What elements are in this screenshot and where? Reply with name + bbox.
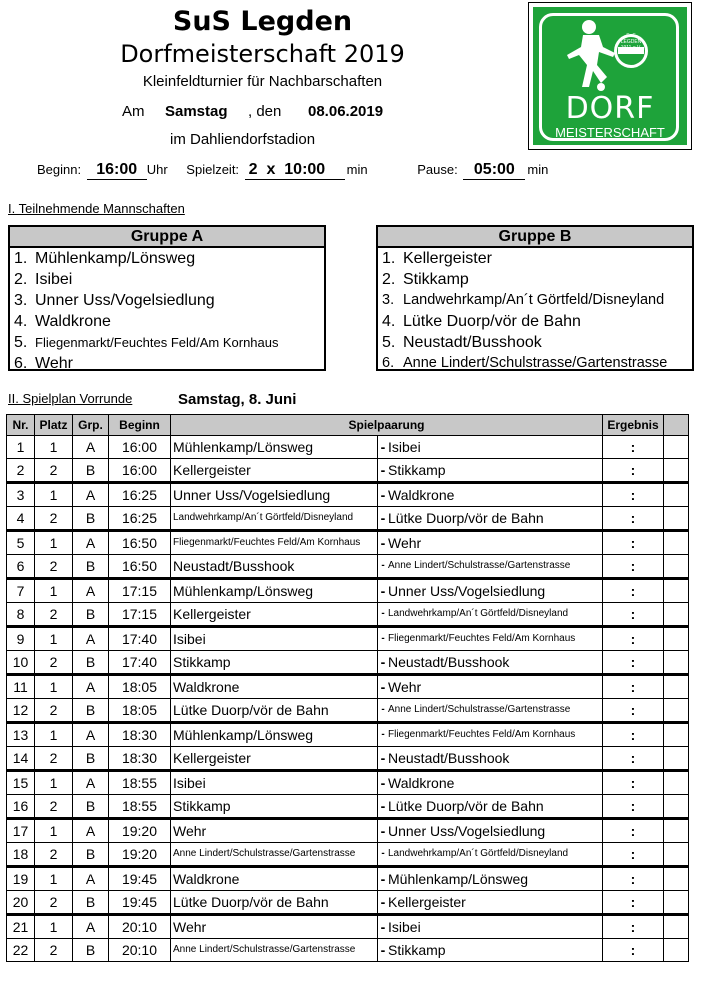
cell-nr: 1 [7,436,35,459]
group-b-team: 1. Kellergeister [382,250,492,267]
cell-home-team: Fliegenmarkt/Feuchtes Feld/Am Kornhaus [171,531,378,555]
cell-extra [664,723,689,747]
cell-beginn: 17:40 [109,651,171,675]
cell-nr: 10 [7,651,35,675]
cell-away-team [378,531,603,555]
cell-away-team [378,699,603,723]
cell-platz: 1 [35,723,73,747]
cell-result[interactable]: : [603,939,664,962]
cell-home-team: Mühlenkamp/Lönsweg [171,579,378,603]
cell-beginn: 19:45 [109,867,171,891]
group-b-team: 2. Stikkamp [382,271,469,288]
cell-extra [664,867,689,891]
cell-grp: A [73,531,109,555]
cell-grp: A [73,819,109,843]
away-team-name: Unner Uss/Vogelsiedlung [388,823,546,839]
cell-platz: 2 [35,651,73,675]
vs-dash: - [380,750,386,766]
table-row [7,699,689,723]
cell-extra [664,555,689,579]
cell-home-team: Wehr [171,915,378,939]
cell-extra [664,795,689,819]
table-row [7,771,689,795]
table-row [7,843,689,867]
cell-platz: 2 [35,555,73,579]
group-a-team: 1. Mühlenkamp/Lönsweg [14,250,196,267]
vs-dash: - [380,775,386,791]
cell-beginn: 18:55 [109,795,171,819]
cell-platz: 1 [35,579,73,603]
away-team-name: Neustadt/Busshook [388,750,510,766]
table-row [7,891,689,915]
cell-result[interactable]: : [603,819,664,843]
col-extra [664,415,689,436]
table-row [7,555,689,579]
cell-platz: 2 [35,939,73,962]
cell-nr: 21 [7,915,35,939]
col-platz: Platz [35,415,73,436]
den-label: , den [248,103,282,120]
group-a-box [8,225,326,371]
vs-dash: - [380,679,386,695]
cell-result[interactable]: : [603,651,664,675]
cell-home-team: Waldkrone [171,867,378,891]
cell-grp: A [73,915,109,939]
away-team-name: Lütke Duorp/vör de Bahn [388,510,544,526]
cell-beginn: 18:05 [109,699,171,723]
cell-platz: 1 [35,867,73,891]
vs-dash: - [381,608,385,619]
cell-home-team: Anne Lindert/Schulstrasse/Gartenstrasse [171,939,378,962]
cell-grp: B [73,891,109,915]
logo-text-dorf: DORF [565,91,655,126]
beginn-label: Beginn: [37,162,82,177]
away-team-name: Fliegenmarkt/Feuchtes Feld/Am Kornhaus [388,633,576,644]
cell-home-team: Stikkamp [171,651,378,675]
pause-value: 05:00 [463,161,525,180]
table-row [7,627,689,651]
pause-unit: min [527,162,549,177]
away-team-name: Lütke Duorp/vör de Bahn [388,798,544,814]
cell-home-team: Unner Uss/Vogelsiedlung [171,483,378,507]
cell-away-team [378,843,603,867]
schedule-header-row [7,415,689,436]
cell-grp: B [73,507,109,531]
cell-grp: B [73,843,109,867]
tagline: Kleinfeldturnier für Nachbarschaften [142,73,383,90]
vs-dash: - [380,487,386,503]
cell-grp: B [73,795,109,819]
table-row [7,939,689,962]
cell-platz: 2 [35,843,73,867]
cell-platz: 1 [35,915,73,939]
cell-nr: 15 [7,771,35,795]
cell-away-team [378,939,603,962]
cell-extra [664,459,689,483]
cell-beginn: 18:30 [109,747,171,771]
spielzeit-value: 2 x 10:00 [245,161,345,180]
cell-result[interactable]: : [603,915,664,939]
cell-grp: B [73,651,109,675]
cell-platz: 2 [35,459,73,483]
cell-away-team [378,675,603,699]
day-value: Samstag [165,103,228,120]
cell-result[interactable]: : [603,483,664,507]
cell-nr: 19 [7,867,35,891]
col-ergebnis: Ergebnis [603,415,664,436]
cell-away-team [378,436,603,459]
vs-dash: - [380,798,386,814]
cell-away-team [378,603,603,627]
col-spielpaarung: Spielpaarung [171,415,603,436]
cell-nr: 6 [7,555,35,579]
cell-result[interactable]: : [603,555,664,579]
cell-nr: 12 [7,699,35,723]
cell-nr: 5 [7,531,35,555]
cell-beginn: 19:45 [109,891,171,915]
table-row [7,723,689,747]
cell-nr: 11 [7,675,35,699]
cell-nr: 9 [7,627,35,651]
cell-platz: 1 [35,531,73,555]
table-row [7,459,689,483]
cell-platz: 1 [35,436,73,459]
cell-extra [664,436,689,459]
cell-extra [664,579,689,603]
cell-result[interactable]: : [603,627,664,651]
beginn-unit: Uhr [146,162,168,177]
cell-grp: B [73,939,109,962]
table-row [7,675,689,699]
cell-platz: 2 [35,795,73,819]
cell-away-team [378,771,603,795]
vs-dash: - [380,894,386,910]
cell-platz: 1 [35,819,73,843]
cell-beginn: 16:00 [109,459,171,483]
cell-nr: 22 [7,939,35,962]
col-nr: Nr. [7,415,35,436]
group-a-team: 6. Wehr [14,355,73,372]
cell-grp: A [73,723,109,747]
cell-result[interactable]: : [603,675,664,699]
cell-platz: 2 [35,603,73,627]
cell-grp: A [73,436,109,459]
col-grp: Grp. [73,415,109,436]
col-beginn: Beginn [109,415,171,436]
vs-dash: - [380,462,386,478]
cell-platz: 1 [35,627,73,651]
table-row [7,483,689,507]
vs-dash: - [381,848,385,859]
vs-dash: - [380,654,386,670]
group-b-title: Gruppe B [378,227,692,248]
cell-grp: A [73,627,109,651]
cell-nr: 14 [7,747,35,771]
cell-result[interactable]: : [603,795,664,819]
cell-grp: B [73,459,109,483]
cell-home-team: Wehr [171,819,378,843]
cell-nr: 7 [7,579,35,603]
cell-extra [664,891,689,915]
cell-home-team: Kellergeister [171,747,378,771]
cell-extra [664,939,689,962]
cell-away-team [378,915,603,939]
cell-result[interactable]: : [603,867,664,891]
cell-grp: B [73,699,109,723]
times-row [37,161,548,180]
away-team-name: Wehr [388,679,422,695]
logo [528,2,692,150]
cell-beginn: 20:10 [109,915,171,939]
cell-grp: A [73,675,109,699]
cell-beginn: 16:00 [109,436,171,459]
table-row [7,579,689,603]
table-row [7,795,689,819]
cell-nr: 2 [7,459,35,483]
section-schedule-heading: II. Spielplan Vorrunde [8,391,133,406]
cell-grp: A [73,867,109,891]
away-team-name: Waldkrone [388,775,455,791]
cell-extra [664,483,689,507]
cell-platz: 1 [35,771,73,795]
cell-away-team [378,459,603,483]
cell-home-team: Landwehrkamp/An´t Görtfeld/Disneyland [171,507,378,531]
cell-result[interactable]: : [603,579,664,603]
cell-grp: A [73,771,109,795]
logo-badge: SuS LEGDEN 1911 e.V. [620,33,642,51]
cell-extra [664,603,689,627]
table-row [7,507,689,531]
table-row [7,867,689,891]
cell-home-team: Lütke Duorp/vör de Bahn [171,699,378,723]
group-a-team: 3. Unner Uss/Vogelsiedlung [14,292,215,309]
cell-beginn: 16:25 [109,483,171,507]
table-row [7,651,689,675]
cell-grp: A [73,483,109,507]
cell-beginn: 17:15 [109,603,171,627]
cell-nr: 18 [7,843,35,867]
away-team-name: Anne Lindert/Schulstrasse/Gartenstrasse [388,704,571,715]
cell-home-team: Lütke Duorp/vör de Bahn [171,891,378,915]
spielzeit-label: Spielzeit: [186,162,240,177]
away-team-name: Fliegenmarkt/Feuchtes Feld/Am Kornhaus [388,729,576,740]
cell-platz: 1 [35,483,73,507]
table-row [7,747,689,771]
cell-away-team [378,627,603,651]
away-team-name: Mühlenkamp/Lönsweg [388,871,529,887]
vs-dash: - [380,942,386,958]
cell-beginn: 20:10 [109,939,171,962]
away-team-name: Anne Lindert/Schulstrasse/Gartenstrasse [388,560,571,571]
cell-beginn: 17:15 [109,579,171,603]
away-team-name: Kellergeister [388,894,466,910]
page-subtitle: Dorfmeisterschaft 2019 [120,40,405,68]
vs-dash: - [381,633,385,644]
cell-result[interactable]: : [603,531,664,555]
cell-home-team: Isibei [171,627,378,651]
cell-beginn: 18:30 [109,723,171,747]
cell-nr: 4 [7,507,35,531]
cell-away-team [378,651,603,675]
pause-label: Pause: [417,162,458,177]
cell-platz: 2 [35,747,73,771]
cell-result[interactable]: : [603,507,664,531]
cell-nr: 8 [7,603,35,627]
schedule-table [6,414,689,962]
cell-extra [664,507,689,531]
cell-result[interactable]: : [603,699,664,723]
cell-extra [664,627,689,651]
cell-away-team [378,723,603,747]
cell-result[interactable]: : [603,771,664,795]
vs-dash: - [380,439,386,455]
logo-text-meisterschaft: MEISTERSCHAFT [555,125,665,140]
cell-extra [664,747,689,771]
cell-result[interactable]: : [603,436,664,459]
cell-away-team [378,891,603,915]
cell-extra [664,531,689,555]
beginn-value: 16:00 [87,161,147,180]
spielzeit-unit: min [346,162,368,177]
cell-away-team [378,747,603,771]
cell-extra [664,915,689,939]
cell-away-team [378,555,603,579]
cell-extra [664,819,689,843]
cell-home-team: Neustadt/Busshook [171,555,378,579]
cell-away-team [378,819,603,843]
away-team-name: Unner Uss/Vogelsiedlung [388,583,546,599]
cell-grp: B [73,747,109,771]
cell-extra [664,675,689,699]
away-team-name: Isibei [388,439,421,455]
cell-grp: A [73,579,109,603]
vs-dash: - [380,871,386,887]
cell-extra [664,651,689,675]
cell-extra [664,699,689,723]
table-row [7,531,689,555]
cell-platz: 1 [35,675,73,699]
away-team-name: Wehr [388,535,422,551]
group-a-team: 4. Waldkrone [14,313,111,330]
cell-home-team: Mühlenkamp/Lönsweg [171,436,378,459]
away-team-name: Isibei [388,919,421,935]
vs-dash: - [380,510,386,526]
cell-grp: B [73,603,109,627]
cell-home-team: Kellergeister [171,603,378,627]
group-b-box [376,225,694,371]
cell-away-team [378,507,603,531]
cell-platz: 2 [35,507,73,531]
cell-extra [664,843,689,867]
section-teams-heading: I. Teilnehmende Mannschaften [8,201,185,216]
group-b-team: 4. Lütke Duorp/vör de Bahn [382,313,581,330]
cell-platz: 2 [35,699,73,723]
cell-beginn: 17:40 [109,627,171,651]
table-row [7,436,689,459]
cell-extra [664,771,689,795]
group-a-team: 2. Isibei [14,271,73,288]
cell-result[interactable]: : [603,891,664,915]
away-team-name: Stikkamp [388,462,446,478]
cell-nr: 13 [7,723,35,747]
cell-home-team: Mühlenkamp/Lönsweg [171,723,378,747]
vs-dash: - [380,919,386,935]
vs-dash: - [381,729,385,740]
cell-away-team [378,867,603,891]
cell-nr: 20 [7,891,35,915]
cell-away-team [378,483,603,507]
vs-dash: - [381,704,385,715]
group-a-title: Gruppe A [10,227,324,248]
cell-result[interactable]: : [603,747,664,771]
cell-beginn: 16:50 [109,531,171,555]
cell-beginn: 18:05 [109,675,171,699]
table-row [7,603,689,627]
cell-home-team: Isibei [171,771,378,795]
schedule-date: Samstag, 8. Juni [178,391,297,408]
am-label: Am [122,103,145,120]
cell-home-team: Stikkamp [171,795,378,819]
cell-home-team: Kellergeister [171,459,378,483]
cell-home-team: Waldkrone [171,675,378,699]
cell-beginn: 16:25 [109,507,171,531]
venue: im Dahliendorfstadion [170,131,316,148]
group-a-team: 5. Fliegenmarkt/Feuchtes Feld/Am Kornhaus [14,334,279,351]
cell-platz: 2 [35,891,73,915]
cell-away-team [378,579,603,603]
cell-result[interactable]: : [603,603,664,627]
cell-home-team: Anne Lindert/Schulstrasse/Gartenstrasse [171,843,378,867]
away-team-name: Landwehrkamp/An´t Görtfeld/Disneyland [388,848,569,859]
cell-result[interactable]: : [603,843,664,867]
cell-result[interactable]: : [603,723,664,747]
away-team-name: Waldkrone [388,487,455,503]
cell-beginn: 18:55 [109,771,171,795]
vs-dash: - [380,823,386,839]
cell-nr: 3 [7,483,35,507]
vs-dash: - [380,535,386,551]
date-value: 08.06.2019 [308,103,384,120]
cell-beginn: 16:50 [109,555,171,579]
vs-dash: - [380,583,386,599]
cell-result[interactable]: : [603,459,664,483]
group-b-team: 5. Neustadt/Busshook [382,334,542,351]
page-title: SuS Legden [172,6,353,37]
cell-nr: 17 [7,819,35,843]
away-team-name: Stikkamp [388,942,446,958]
away-team-name: Landwehrkamp/An´t Görtfeld/Disneyland [388,608,569,619]
cell-away-team [378,795,603,819]
away-team-name: Neustadt/Busshook [388,654,510,670]
group-b-team: 6. Anne Lindert/Schulstrasse/Gartenstrasse [382,355,668,371]
cell-grp: B [73,555,109,579]
group-b-team: 3. Landwehrkamp/An´t Görtfeld/Disneyland [382,292,665,308]
cell-nr: 16 [7,795,35,819]
cell-beginn: 19:20 [109,819,171,843]
cell-beginn: 19:20 [109,843,171,867]
vs-dash: - [381,560,385,571]
table-row [7,915,689,939]
table-row [7,819,689,843]
